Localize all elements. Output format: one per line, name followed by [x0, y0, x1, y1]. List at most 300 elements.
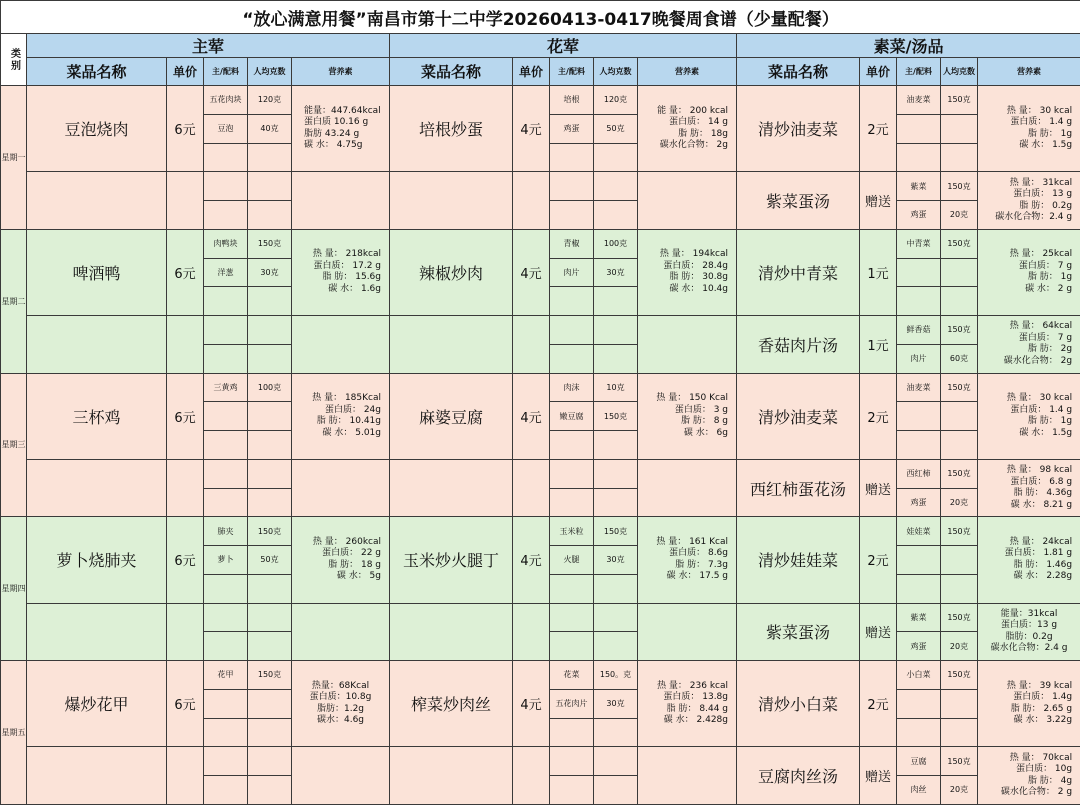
group-header-row [1, 34, 1080, 58]
ingredient-cell: 小白菜 [897, 661, 941, 690]
grams-cell [941, 546, 978, 575]
flower-empty-cell [638, 459, 737, 517]
grams-cell: 150克 [941, 229, 978, 258]
grams-cell [594, 143, 638, 172]
grams-cell [248, 689, 292, 718]
day-row [1, 747, 1080, 776]
grams-cell [248, 603, 292, 632]
day-label: 星期二 [1, 229, 27, 373]
ingredient-cell: 花甲 [204, 661, 248, 690]
ingredient-cell: 紫菜 [897, 172, 941, 201]
main-empty-cell [167, 172, 204, 230]
soup-dish-name: 豆腐肉丝汤 [737, 747, 860, 805]
main-empty-cell [292, 747, 390, 805]
ingredient-cell [550, 776, 594, 805]
grams-cell [248, 402, 292, 431]
nutrition-cell [978, 459, 1080, 517]
group-header-veg-soup: 素菜/汤品 [737, 34, 1080, 58]
nutrition-line: 能 量： 200 kcal [638, 106, 728, 118]
flower-empty-cell [390, 316, 513, 374]
veg-dish-name: 清炒油麦菜 [737, 373, 860, 459]
nutrition-line: 蛋白质： 1.4g [978, 692, 1072, 704]
veg-dish-price: 1元 [860, 229, 897, 315]
grams-cell [248, 287, 292, 316]
flower-empty-cell [513, 603, 550, 661]
veg-dish-name: 清炒油麦菜 [737, 86, 860, 172]
flower-empty-cell [638, 172, 737, 230]
main-dish-name: 三杯鸡 [27, 373, 167, 459]
soup-dish-price: 1元 [860, 316, 897, 374]
group-header-flower: 花荤 [390, 34, 737, 58]
nutrition-line: 脂 肪： 7.3g [638, 560, 728, 572]
day-row [1, 517, 1080, 546]
nutrition-line: 热 量： 39 kcal [978, 681, 1072, 693]
nutrition-line: 热 量： 236 kcal [638, 681, 728, 693]
nutrition-cell [978, 517, 1080, 603]
nutrition-line: 脂 肪： 2g [978, 344, 1072, 356]
ingredient-cell [204, 632, 248, 661]
nutrition-line: 脂 肪： 18 g [292, 560, 381, 572]
nutrition-line: 热 量： 98 kcal [978, 465, 1072, 477]
nutrition-line: 蛋白质： 17.2 g [292, 261, 381, 273]
day-row [1, 172, 1080, 201]
ingredient-cell [897, 114, 941, 143]
nutrition-line: 热 量： 218kcal [292, 249, 381, 261]
grams-cell [594, 172, 638, 201]
col-nutrition: 营养素 [638, 58, 737, 86]
nutrition-line: 热量：68Kcal [292, 681, 389, 693]
nutrition-cell [978, 747, 1080, 805]
ingredient-cell: 火腿 [550, 546, 594, 575]
grams-cell: 150克 [941, 316, 978, 345]
main-empty-cell [292, 459, 390, 517]
ingredient-cell: 嫩豆腐 [550, 402, 594, 431]
nutrition-line: 脂肪：1.2g [292, 704, 389, 716]
grams-cell: 20克 [941, 201, 978, 230]
nutrition-line: 蛋白质： 10g [978, 764, 1072, 776]
nutrition-line: 热 量： 185Kcal [292, 393, 381, 405]
flower-empty-cell [390, 172, 513, 230]
col-ingredient: 主/配料 [897, 58, 941, 86]
nutrition-line: 碳 水： 4.75g [304, 140, 389, 152]
nutrition-line: 蛋白质： 6.8 g [978, 477, 1072, 489]
grams-cell: 150克 [941, 172, 978, 201]
ingredient-cell [550, 143, 594, 172]
grams-cell: 150克 [941, 747, 978, 776]
grams-cell [941, 574, 978, 603]
veg-dish-price: 2元 [860, 86, 897, 172]
ingredient-cell: 肉沫 [550, 373, 594, 402]
ingredient-cell [897, 431, 941, 460]
grams-cell: 150克 [248, 661, 292, 690]
grams-cell [248, 431, 292, 460]
ingredient-cell: 五花肉片 [550, 689, 594, 718]
ingredient-cell: 三黄鸡 [204, 373, 248, 402]
ingredient-cell [204, 747, 248, 776]
ingredient-cell: 西红柿 [897, 459, 941, 488]
nutrition-cell [292, 517, 390, 603]
nutrition-line: 碳 水： 5g [292, 571, 381, 583]
flower-dish-price: 4元 [513, 373, 550, 459]
main-empty-cell [167, 747, 204, 805]
nutrition-line: 热 量： 161 Kcal [638, 537, 728, 549]
col-grams: 人均克数 [248, 58, 292, 86]
ingredient-cell [897, 546, 941, 575]
ingredient-cell: 鲜香菇 [897, 316, 941, 345]
ingredient-cell [204, 689, 248, 718]
flower-empty-cell [513, 316, 550, 374]
nutrition-line: 脂 肪： 1g [978, 416, 1072, 428]
ingredient-cell: 花菜 [550, 661, 594, 690]
flower-dish-name: 培根炒蛋 [390, 86, 513, 172]
grams-cell [248, 574, 292, 603]
grams-cell: 30克 [594, 258, 638, 287]
grams-cell [594, 718, 638, 747]
ingredient-cell [550, 316, 594, 345]
nutrition-line: 热 量： 194kcal [638, 249, 728, 261]
grams-cell [248, 718, 292, 747]
ingredient-cell [204, 459, 248, 488]
ingredient-cell [204, 603, 248, 632]
day-row [1, 661, 1080, 690]
grams-cell: 30克 [248, 258, 292, 287]
ingredient-cell: 油麦菜 [897, 86, 941, 115]
flower-empty-cell [390, 459, 513, 517]
main-empty-cell [27, 316, 167, 374]
nutrition-cell [638, 661, 737, 747]
nutrition-line: 脂 肪： 15.6g [292, 272, 381, 284]
grams-cell [594, 201, 638, 230]
nutrition-line: 蛋白质： 13 g [978, 189, 1072, 201]
nutrition-cell [978, 316, 1080, 374]
grams-cell [594, 431, 638, 460]
soup-dish-name: 紫菜蛋汤 [737, 603, 860, 661]
flower-dish-name: 麻婆豆腐 [390, 373, 513, 459]
col-dish-name: 菜品名称 [737, 58, 860, 86]
ingredient-cell [204, 316, 248, 345]
grams-cell: 30克 [594, 546, 638, 575]
ingredient-cell: 青椒 [550, 229, 594, 258]
flower-dish-name: 玉米炒火腿丁 [390, 517, 513, 603]
day-row [1, 373, 1080, 402]
nutrition-line: 脂 肪： 0.2g [978, 201, 1072, 213]
nutrition-cell [292, 86, 390, 172]
nutrition-line: 蛋白质： 1.81 g [978, 548, 1072, 560]
nutrition-line: 蛋白质： 7 g [978, 261, 1072, 273]
day-label: 星期三 [1, 373, 27, 517]
main-empty-cell [292, 172, 390, 230]
grams-cell: 60克 [941, 344, 978, 373]
nutrition-line: 蛋白质： 28.4g [638, 261, 728, 273]
grams-cell [248, 201, 292, 230]
grams-cell [941, 114, 978, 143]
ingredient-cell [550, 603, 594, 632]
nutrition-line: 脂 肪： 2.65 g [978, 704, 1072, 716]
ingredient-cell: 肉丝 [897, 776, 941, 805]
ingredient-cell [204, 172, 248, 201]
nutrition-line: 脂 肪： 1g [978, 272, 1072, 284]
main-empty-cell [292, 603, 390, 661]
ingredient-cell [204, 718, 248, 747]
grams-cell: 150克 [941, 373, 978, 402]
nutrition-cell [978, 229, 1080, 315]
grams-cell: 150克 [941, 86, 978, 115]
grams-cell: 150克 [248, 517, 292, 546]
flower-dish-name: 榨菜炒肉丝 [390, 661, 513, 747]
day-label: 星期四 [1, 517, 27, 661]
nutrition-line: 脂 肪： 1g [978, 129, 1072, 141]
nutrition-cell [978, 172, 1080, 230]
grams-cell: 150克 [941, 517, 978, 546]
grams-cell [248, 316, 292, 345]
grams-cell: 150。克 [594, 661, 638, 690]
day-label: 星期五 [1, 661, 27, 805]
nutrition-cell [978, 373, 1080, 459]
nutrition-line: 热 量： 260kcal [292, 537, 381, 549]
nutrition-line: 脂 肪： 4.36g [978, 488, 1072, 500]
nutrition-line: 碳水化合物： 2g [638, 140, 728, 152]
veg-dish-price: 2元 [860, 661, 897, 747]
col-price: 单价 [513, 58, 550, 86]
col-dish-name: 菜品名称 [390, 58, 513, 86]
ingredient-cell: 油麦菜 [897, 373, 941, 402]
nutrition-line: 碳水化合物：2.4 g [978, 212, 1072, 224]
nutrition-line: 能量：31kcal [978, 609, 1080, 621]
flower-dish-price: 4元 [513, 229, 550, 315]
ingredient-cell: 肉片 [897, 344, 941, 373]
day-row [1, 86, 1080, 115]
grams-cell: 20克 [941, 776, 978, 805]
ingredient-cell: 玉米粒 [550, 517, 594, 546]
ingredient-cell [897, 287, 941, 316]
flower-empty-cell [513, 747, 550, 805]
flower-dish-price: 4元 [513, 517, 550, 603]
nutrition-line: 碳 水： 1.5g [978, 428, 1072, 440]
nutrition-line: 碳 水： 2 g [978, 284, 1072, 296]
ingredient-cell [204, 574, 248, 603]
nutrition-line: 蛋白质： 22 g [292, 548, 381, 560]
grams-cell [594, 344, 638, 373]
day-row [1, 316, 1080, 345]
nutrition-line: 碳 水： 17.5 g [638, 571, 728, 583]
grams-cell: 150克 [941, 603, 978, 632]
column-header-row [1, 58, 1080, 86]
nutrition-line: 脂 肪： 4g [978, 776, 1072, 788]
ingredient-cell [897, 402, 941, 431]
flower-empty-cell [390, 747, 513, 805]
day-row [1, 603, 1080, 632]
grams-cell [594, 632, 638, 661]
nutrition-line: 能量：447.64kcal [304, 106, 389, 118]
main-empty-cell [167, 459, 204, 517]
flower-empty-cell [390, 603, 513, 661]
ingredient-cell [897, 143, 941, 172]
ingredient-cell: 鸡蛋 [897, 632, 941, 661]
ingredient-cell: 娃娃菜 [897, 517, 941, 546]
soup-dish-price: 赠送 [860, 747, 897, 805]
grams-cell [594, 316, 638, 345]
ingredient-cell [550, 459, 594, 488]
grams-cell: 20克 [941, 632, 978, 661]
nutrition-cell [292, 373, 390, 459]
nutrition-line: 脂肪 43.24 g [304, 129, 389, 141]
nutrition-cell [292, 229, 390, 315]
nutrition-line: 蛋白质： 13.8g [638, 692, 728, 704]
day-label: 星期一 [1, 86, 27, 230]
grams-cell [594, 574, 638, 603]
main-dish-name: 豆泡烧肉 [27, 86, 167, 172]
ingredient-cell: 洋葱 [204, 258, 248, 287]
grams-cell: 10克 [594, 373, 638, 402]
grams-cell: 150克 [248, 229, 292, 258]
grams-cell [248, 143, 292, 172]
day-row [1, 459, 1080, 488]
soup-dish-price: 赠送 [860, 603, 897, 661]
flower-empty-cell [638, 747, 737, 805]
nutrition-cell [638, 86, 737, 172]
col-price: 单价 [860, 58, 897, 86]
col-ingredient: 主/配料 [204, 58, 248, 86]
grams-cell [941, 258, 978, 287]
grams-cell: 150克 [594, 402, 638, 431]
nutrition-line: 蛋白质： 24g [292, 405, 381, 417]
main-dish-price: 6元 [167, 517, 204, 603]
nutrition-line: 蛋白质：13 g [978, 620, 1080, 632]
nutrition-line: 碳水化合物： 2 g [978, 787, 1072, 799]
grams-cell: 100克 [594, 229, 638, 258]
grams-cell [941, 718, 978, 747]
nutrition-line: 碳 水： 1.5g [978, 140, 1072, 152]
grams-cell: 100克 [248, 373, 292, 402]
flower-empty-cell [513, 172, 550, 230]
grams-cell: 20克 [941, 488, 978, 517]
grams-cell: 120克 [248, 86, 292, 115]
ingredient-cell [550, 574, 594, 603]
nutrition-line: 热 量： 24kcal [978, 537, 1072, 549]
nutrition-line: 热 量： 70kcal [978, 753, 1072, 765]
soup-dish-price: 赠送 [860, 172, 897, 230]
grams-cell: 30克 [594, 689, 638, 718]
ingredient-cell [550, 287, 594, 316]
grams-cell [594, 459, 638, 488]
grams-cell [594, 488, 638, 517]
nutrition-cell [292, 661, 390, 747]
ingredient-cell: 肉片 [550, 258, 594, 287]
page-title: “放心满意用餐”南昌市第十二中学20260413-0417晚餐周食谱（少量配餐） [1, 1, 1080, 34]
ingredient-cell [550, 172, 594, 201]
nutrition-line: 脂 肪： 10.41g [292, 416, 381, 428]
main-empty-cell [167, 603, 204, 661]
nutrition-line: 热 量： 150 Kcal [638, 393, 728, 405]
nutrition-line: 蛋白质 10.16 g [304, 117, 389, 129]
grams-cell: 50克 [248, 546, 292, 575]
nutrition-cell [978, 603, 1080, 661]
nutrition-line: 蛋白质： 14 g [638, 117, 728, 129]
ingredient-cell [204, 488, 248, 517]
nutrition-cell [978, 86, 1080, 172]
main-empty-cell [292, 316, 390, 374]
ingredient-cell [204, 402, 248, 431]
grams-cell [941, 689, 978, 718]
nutrition-line: 热 量： 30 kcal [978, 393, 1072, 405]
nutrition-line: 碳 水： 8.21 g [978, 500, 1072, 512]
ingredient-cell [550, 747, 594, 776]
grams-cell [594, 603, 638, 632]
flower-dish-price: 4元 [513, 661, 550, 747]
ingredient-cell: 豆泡 [204, 114, 248, 143]
title-row [1, 1, 1080, 34]
grams-cell: 150克 [941, 459, 978, 488]
ingredient-cell [204, 344, 248, 373]
nutrition-line: 碳 水： 2.28g [978, 571, 1072, 583]
ingredient-cell [550, 344, 594, 373]
soup-dish-price: 赠送 [860, 459, 897, 517]
ingredient-cell: 豆腐 [897, 747, 941, 776]
nutrition-line: 碳水化合物： 2g [978, 356, 1072, 368]
nutrition-line: 热 量： 30 kcal [978, 106, 1072, 118]
grams-cell [941, 287, 978, 316]
nutrition-line: 碳 水： 1.6g [292, 284, 381, 296]
ingredient-cell [204, 431, 248, 460]
flower-dish-price: 4元 [513, 86, 550, 172]
ingredient-cell [897, 574, 941, 603]
nutrition-line: 碳水化合物：2.4 g [978, 643, 1080, 655]
ingredient-cell: 肺夹 [204, 517, 248, 546]
main-dish-price: 6元 [167, 373, 204, 459]
ingredient-cell [550, 632, 594, 661]
grams-cell: 50克 [594, 114, 638, 143]
nutrition-line: 蛋白质： 1.4 g [978, 405, 1072, 417]
nutrition-line: 碳 水： 6g [638, 428, 728, 440]
flower-dish-name: 辣椒炒肉 [390, 229, 513, 315]
grams-cell [941, 402, 978, 431]
main-dish-name: 爆炒花甲 [27, 661, 167, 747]
grams-cell [594, 747, 638, 776]
nutrition-line: 碳 水： 2.428g [638, 715, 728, 727]
col-nutrition: 营养素 [292, 58, 390, 86]
grams-cell: 40克 [248, 114, 292, 143]
col-ingredient: 主/配料 [550, 58, 594, 86]
nutrition-line: 蛋白质：10.8g [292, 692, 389, 704]
nutrition-line: 热 量： 64kcal [978, 321, 1072, 333]
grams-cell [594, 287, 638, 316]
nutrition-line: 脂 肪： 18g [638, 129, 728, 141]
category-label: 类别 [7, 48, 21, 72]
main-dish-name: 萝卜烧肺夹 [27, 517, 167, 603]
ingredient-cell: 鸡蛋 [897, 201, 941, 230]
ingredient-cell: 鸡蛋 [550, 114, 594, 143]
nutrition-line: 蛋白质： 3 g [638, 405, 728, 417]
ingredient-cell [897, 258, 941, 287]
col-nutrition: 营养素 [978, 58, 1080, 86]
flower-empty-cell [638, 316, 737, 374]
nutrition-line: 蛋白质： 8.6g [638, 548, 728, 560]
veg-dish-price: 2元 [860, 517, 897, 603]
flower-empty-cell [638, 603, 737, 661]
nutrition-cell [638, 229, 737, 315]
nutrition-cell [638, 373, 737, 459]
ingredient-cell: 培根 [550, 86, 594, 115]
main-empty-cell [27, 459, 167, 517]
nutrition-line: 脂 肪： 1.46g [978, 560, 1072, 572]
ingredient-cell: 紫菜 [897, 603, 941, 632]
ingredient-cell: 中青菜 [897, 229, 941, 258]
ingredient-cell [550, 431, 594, 460]
nutrition-line: 热 量： 25kcal [978, 249, 1072, 261]
grams-cell [941, 143, 978, 172]
grams-cell [594, 776, 638, 805]
grams-cell [248, 632, 292, 661]
